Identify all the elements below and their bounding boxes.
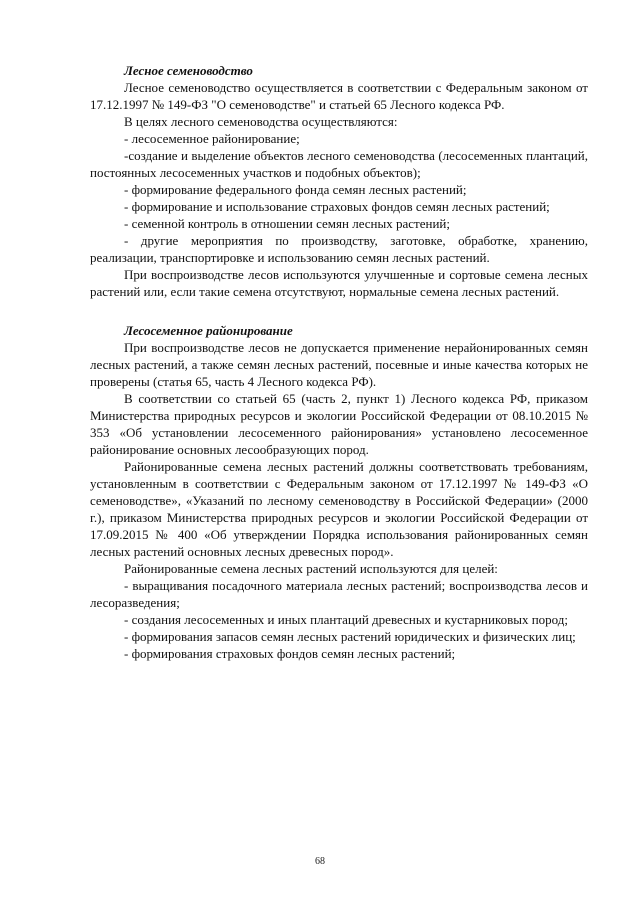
paragraph: В соответствии со статьей 65 (часть 2, пункт 1) Лесного кодекса РФ, приказом Министерства природных ресурсов и экологии Российской Федерации от 08.10.2015 № 353 «Об установлении лесосеменного районирования» установлено лесосеменное районирование основных лесообразующих пород. xyxy=(90,391,588,457)
section-title-seed-zoning: Лесосеменное районирование xyxy=(124,323,293,338)
section-title-forest-seed-production: Лесное семеноводство xyxy=(124,63,253,78)
paragraph: Районированные семена лесных растений должны соответствовать требованиям, установленным в соответствии с Федеральным законом от 17.12.1997 № 149-ФЗ «О семеноводстве», «Указаний по лесному семеноводству в Российской Федерации» (2000 г.), приказом Министерства природных ресурсов и экологии Российской Федерации от 17.09.2015 № 400 «Об утверждении Порядка использования районированных семян лесных растений основных лесных древесных пород». xyxy=(90,459,588,559)
list-item: - другие мероприятия по производству, заготовке, обработке, хранению, реализации, транспортировке и использованию семян лесных растений. xyxy=(90,233,588,265)
page-number: 68 xyxy=(315,856,325,867)
paragraph: Лесное семеноводство осуществляется в соответствии с Федеральным законом от 17.12.1997 № 149-ФЗ "О семеноводстве" и статьей 65 Лесного кодекса РФ. xyxy=(90,80,588,112)
list-item: - выращивания посадочного материала лесных растений; воспроизводства лесов и лесоразведения; xyxy=(90,578,588,610)
list-item: - семенной контроль в отношении семян лесных растений; xyxy=(124,216,450,231)
list-item: -создание и выделение объектов лесного семеноводства (лесосеменных плантаций, постоянных лесосеменных участков и подобных объектов); xyxy=(90,148,588,180)
section-gap xyxy=(90,300,588,322)
paragraph: При воспроизводстве лесов используются улучшенные и сортовые семена лесных растений или, если такие семена отсутствуют, нормальные семена лесных растений. xyxy=(90,267,588,299)
paragraph: Районированные семена лесных растений используются для целей: xyxy=(124,561,498,576)
list-item: - создания лесосеменных и иных плантаций древесных и кустарниковых пород; xyxy=(124,612,569,627)
paragraph: В целях лесного семеноводства осуществляются: xyxy=(124,114,398,129)
list-item: - формирование федерального фонда семян лесных растений; xyxy=(124,182,467,197)
document-page xyxy=(90,62,588,662)
list-item: - формирования страховых фондов семян лесных растений; xyxy=(124,646,456,661)
list-item: - формирование и использование страховых фондов семян лесных растений; xyxy=(124,199,550,214)
paragraph: При воспроизводстве лесов не допускается применение нерайонированных семян лесных растений, а также семян лесных растений, посевные и иные качества которых не проверены (статья 65, часть 4 Лесного кодекса РФ). xyxy=(90,340,588,389)
list-item: - лесосеменное районирование; xyxy=(124,131,300,146)
list-item: - формирования запасов семян лесных растений юридических и физических лиц; xyxy=(124,629,576,644)
